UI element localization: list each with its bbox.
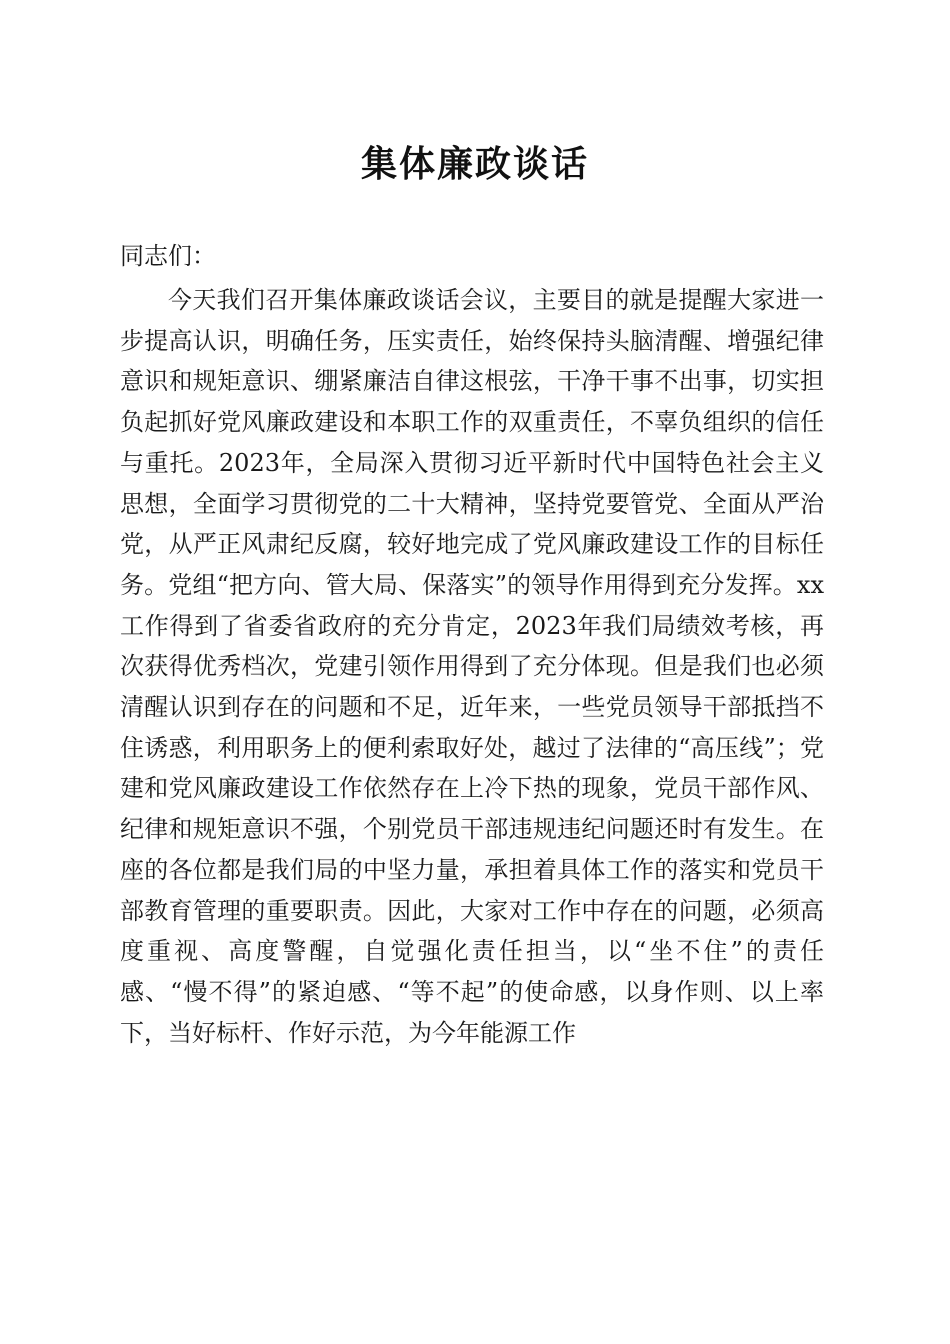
body-paragraph: 今天我们召开集体廉政谈话会议，主要目的就是提醒大家进一步提高认识，明确任务，压实责任，始终保持头脑清醒、增强纪律意识和规矩意识、绷紧廉洁自律这根弦，干净干事不出事，切实担负起抓好党风廉政建设和本职工作的双重责任，不辜负组织的信任与重托。2023年，全局深入贯彻习近平新时代中国特色社会主义思想，全面学习贯彻党的二十大精神，坚持党要管党、全面从严治党，从严正风肃纪反腐，较好地完成了党风廉政建设工作的目标任务。党组“把方向、管大局、保落实”的领导作用得到充分发挥。xx工作得到了省委省政府的充分肯定，2023年我们局绩效考核，再次获得优秀档次，党建引领作用得到了充分体现。但是我们也必须清醒认识到存在的问题和不足，近年来，一些党员领导干部抵挡不住诱惑，利用职务上的便利索取好处，越过了法律的“高压线”；党建和党风廉政建设工作依然存在上冷下热的现象，党员干部作风、纪律和规矩意识不强，个别党员干部违规违纪问题还时有发生。在座的各位都是我们局的中坚力量，承担着具体工作的落实和党员干部教育管理的重要职责。因此，大家对工作中存在的问题，必须高度重视、高度警醒，自觉强化责任担当，以“坐不住”的责任感、“慢不得”的紧迫感、“等不起”的使命感，以身作则、以上率下，当好标杆、作好示范，为今年能源工作 — [120, 286, 824, 1047]
salutation: 同志们： — [120, 242, 216, 270]
document-title: 集体廉政谈话 — [360, 143, 589, 185]
